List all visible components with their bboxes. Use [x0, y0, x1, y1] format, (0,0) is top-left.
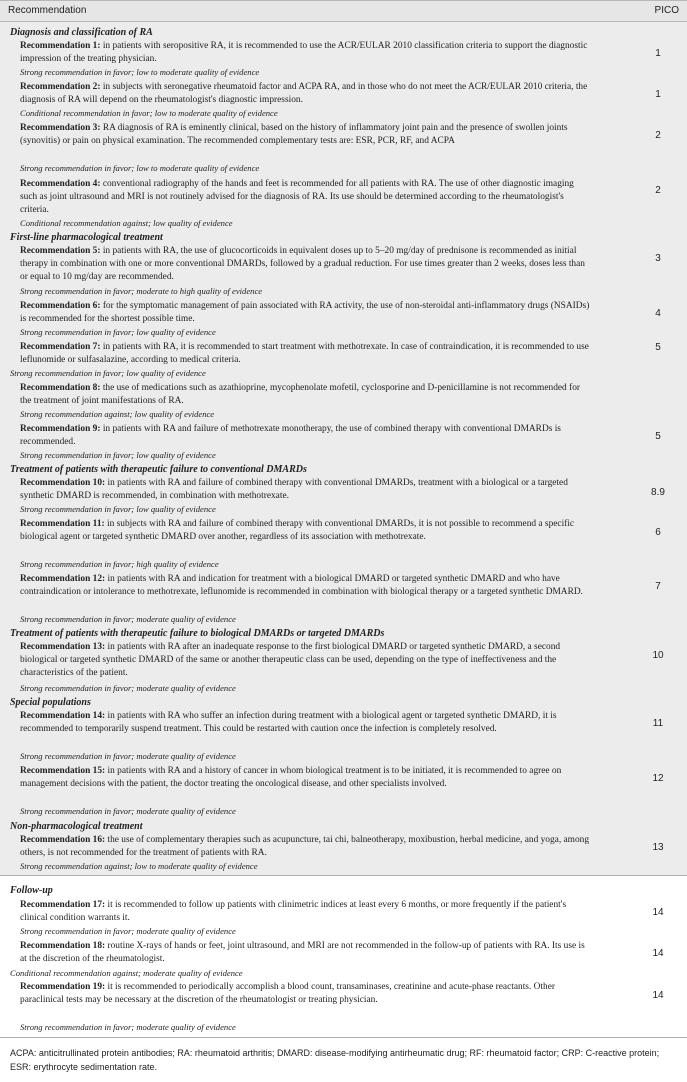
pico-value: 1 — [655, 89, 661, 100]
recommendation-label: Recommendation 15: — [20, 766, 106, 776]
evidence-text: Strong recommendation in favor; low to moderate quality of evidence — [20, 67, 260, 77]
evidence-text: Strong recommendation in favor; high quality of evidence — [20, 559, 219, 569]
recommendation-text: Recommendation 12: in patients with RA and indication for treatment with a biological DMARD or targeted synthetic DMARD and who have contraindication or intolerance to methotrexate, leflunomide is recommended in combination with biological therapy or a targeted synthetic DMARD. — [20, 574, 583, 597]
recommendation-text: Recommendation 3: RA diagnosis of RA is eminently clinical, based on the history of inflammatory joint pain and the presence of swollen joints (synovitis) or pain on physical examination. The recommended complementary tests are: ESR, PCR, RF, and ACPA — [20, 123, 568, 146]
recommendation-text: Recommendation 2: in subjects with seronegative rheumatoid factor and ACPA RA, and in those who do not meet the ACR/EULAR 2010 criteria, the diagnosis of RA will depend on the rheumatologist's diagnostic impression. — [20, 82, 588, 105]
evidence-text: Strong recommendation in favor; moderate quality of evidence — [20, 926, 236, 936]
recommendation-text: Recommendation 4: conventional radiography of the hands and feet is recommended for all patients with RA. The use of other diagnostic imaging such as joint ultrasound and MRI is not routinely advised for the diagnosis of RA. Its use should be determined according to the rheumatologist's criteria. — [20, 179, 574, 215]
recommendation-label: Recommendation 13: — [20, 642, 106, 652]
recommendation-label: Recommendation 5: — [20, 246, 101, 256]
pico-value: 8.9 — [651, 487, 665, 498]
recommendation-label: Recommendation 7: — [20, 342, 101, 352]
pico-value: 4 — [655, 308, 661, 319]
section-title: Special populations — [10, 697, 91, 708]
pico-value: 2 — [655, 185, 661, 196]
recommendation-text: Recommendation 9: in patients with RA and failure of methotrexate monotherapy, the use of combined therapy with conventional DMARDs is recommended. — [20, 424, 561, 447]
column-header-pico: PICO — [654, 5, 679, 16]
recommendation-text: Recommendation 18: routine X-rays of hands or feet, joint ultrasound, and MRI are not recommended in the follow-up of patients with RA. Its use is at the discretion of the rheumatologist. — [20, 941, 585, 964]
recommendation-text: Recommendation 8: the use of medications such as azathioprine, mycophenolate mofetil, cyclosporine and D-penicillamine is not recommended for the treatment of joint manifestations of RA. — [20, 383, 581, 406]
recommendation-label: Recommendation 1: — [20, 41, 101, 51]
pico-value: 14 — [652, 948, 664, 959]
section-title: Treatment of patients with therapeutic failure to conventional DMARDs — [10, 464, 307, 475]
table-footnote: ACPA: anticitrullinated protein antibodies; RA: rheumatoid arthritis; DMARD: disease-modifying antirheumatic drug; RF: rheumatoid factor; CRP: C-reactive protein; ESR: erythrocyte sedimentation rate. — [10, 1048, 660, 1072]
pico-value: 3 — [655, 253, 661, 264]
recommendation-label: Recommendation 11: — [20, 519, 105, 529]
pico-value: 5 — [655, 342, 661, 353]
evidence-text: Strong recommendation in favor; low quality of evidence — [20, 504, 216, 514]
section-title: Diagnosis and classification of RA — [10, 27, 153, 38]
pico-value: 1 — [655, 48, 661, 59]
evidence-text: Strong recommendation in favor; moderate to high quality of evidence — [20, 286, 263, 296]
recommendation-label: Recommendation 16: — [20, 835, 106, 845]
recommendation-label: Recommendation 6: — [20, 301, 101, 311]
recommendation-text: Recommendation 10: in patients with RA and failure of combined therapy with conventional DMARDs, treatment with a biological or a targeted synthetic DMARD is recommended, in combination with methotrexate. — [20, 478, 568, 501]
evidence-text: Strong recommendation in favor; moderate quality of evidence — [20, 751, 236, 761]
pico-value: 14 — [652, 990, 664, 1001]
pico-value: 6 — [655, 527, 661, 538]
table-header — [0, 0, 687, 22]
recommendation-text: Recommendation 1: in patients with seropositive RA, it is recommended to use the ACR/EULAR 2010 classification criteria to support the diagnostic impression of the treating physician. — [20, 41, 588, 64]
evidence-text: Strong recommendation against; low quality of evidence — [20, 409, 215, 419]
recommendation-label: Recommendation 4: — [20, 179, 101, 189]
evidence-text: Strong recommendation against; low to moderate quality of evidence — [20, 861, 258, 871]
pico-value: 12 — [652, 773, 664, 784]
recommendation-text: Recommendation 5: in patients with RA, the use of glucocorticoids in equivalent doses up to 5–20 mg/day of prednisone is recommended as initial therapy in combination with one or more conventional DMARDs, followed by a gradual reduction. For use times greater than 2 weeks, doses less than or equal to 10 mg/day are recommended. — [20, 246, 585, 282]
recommendation-text: Recommendation 15: in patients with RA and a history of cancer in whom biological treatment is to be initiated, it is recommended to agree on management decisions with the patient, the doctor treating the oncological disease, and other specialists involved. — [20, 766, 562, 789]
evidence-text: Strong recommendation in favor; moderate quality of evidence — [20, 614, 236, 624]
recommendation-label: Recommendation 8: — [20, 383, 101, 393]
recommendation-text: Recommendation 7: in patients with RA, it is recommended to start treatment with methotrexate. In case of contraindication, it is recommended to use leflunomide or sulfasalazine, according to medical criteria. — [20, 342, 589, 365]
evidence-text: Strong recommendation in favor; low quality of evidence — [10, 368, 206, 378]
pico-value: 10 — [652, 650, 664, 661]
recommendation-label: Recommendation 2: — [20, 82, 101, 92]
section-title: Non-pharmacological treatment — [10, 821, 143, 832]
evidence-text: Strong recommendation in favor; moderate quality of evidence — [20, 806, 236, 816]
column-header-recommendation: Recommendation — [8, 5, 87, 16]
evidence-text: Strong recommendation in favor; moderate quality of evidence — [20, 1022, 236, 1032]
section-title: First-line pharmacological treatment — [10, 232, 163, 243]
pico-value: 5 — [655, 431, 661, 442]
recommendation-label: Recommendation 9: — [20, 424, 101, 434]
evidence-text: Strong recommendation in favor; low quality of evidence — [20, 327, 216, 337]
evidence-text: Strong recommendation in favor; low to moderate quality of evidence — [20, 163, 260, 173]
pico-value: 11 — [652, 718, 664, 729]
recommendation-label: Recommendation 12: — [20, 574, 106, 584]
recommendation-text: Recommendation 6: for the symptomatic management of pain associated with RA activity, the use of non-steroidal anti-inflammatory drugs (NSAIDs) is recommended for the shortest possible time. — [20, 301, 590, 324]
pico-value: 14 — [652, 907, 664, 918]
recommendation-label: Recommendation 18: — [20, 941, 106, 951]
recommendation-label: Recommendation 19: — [20, 982, 106, 992]
evidence-text: Conditional recommendation in favor; low to moderate quality of evidence — [20, 108, 278, 118]
section-title: Treatment of patients with therapeutic failure to biological DMARDs or targeted DMARDs — [10, 628, 385, 639]
recommendation-text: Recommendation 13: in patients with RA after an inadequate response to the first biological DMARD or targeted synthetic DMARD, a second biological or targeted synthetic DMARD of the same or another therapeutic class can be used, depending on the type of ineffectiveness and the characteristics of the patient. — [20, 642, 561, 678]
evidence-text: Strong recommendation in favor; low quality of evidence — [20, 450, 216, 460]
recommendation-text: Recommendation 11: in subjects with RA and failure of combined therapy with conventional DMARDs, it is not possible to recommend a specific biological agent or targeted synthetic DMARD over another, regardless of its association with methotrexate. — [20, 519, 575, 542]
section-title: Follow-up — [10, 885, 53, 896]
recommendation-text: Recommendation 14: in patients with RA who suffer an infection during treatment with a biological agent or targeted synthetic DMARD, it is recommended to temporarily suspend treatment. This could be restarted with caution once the infection is completely resolved. — [20, 711, 557, 734]
recommendation-text: Recommendation 16: the use of complementary therapies such as acupuncture, tai chi, balneotherapy, moxibustion, herbal medicine, and yoga, among others, is not recommended for the treatment of patients with RA. — [20, 835, 590, 858]
evidence-text: Conditional recommendation against; low quality of evidence — [20, 218, 233, 228]
pico-value: 2 — [655, 130, 661, 141]
recommendation-label: Recommendation 17: — [20, 900, 106, 910]
pico-value: 13 — [652, 842, 664, 853]
pico-value: 7 — [655, 581, 661, 592]
recommendation-label: Recommendation 14: — [20, 711, 106, 721]
shaded-section-band — [0, 22, 687, 876]
evidence-text: Conditional recommendation against; moderate quality of evidence — [10, 968, 243, 978]
recommendation-label: Recommendation 10: — [20, 478, 106, 488]
recommendation-text: Recommendation 17: it is recommended to follow up patients with clinimetric indices at least every 6 months, or more frequently if the patient's clinical condition warrants it. — [20, 900, 567, 923]
recommendation-label: Recommendation 3: — [20, 123, 101, 133]
evidence-text: Strong recommendation in favor; moderate quality of evidence — [20, 683, 236, 693]
recommendation-text: Recommendation 19: it is recommended to periodically accomplish a blood count, transaminases, creatinine and acute-phase reactants. Other paraclinical tests may be necessary at the discretion of the rheumatologist or treating physician. — [20, 982, 555, 1005]
